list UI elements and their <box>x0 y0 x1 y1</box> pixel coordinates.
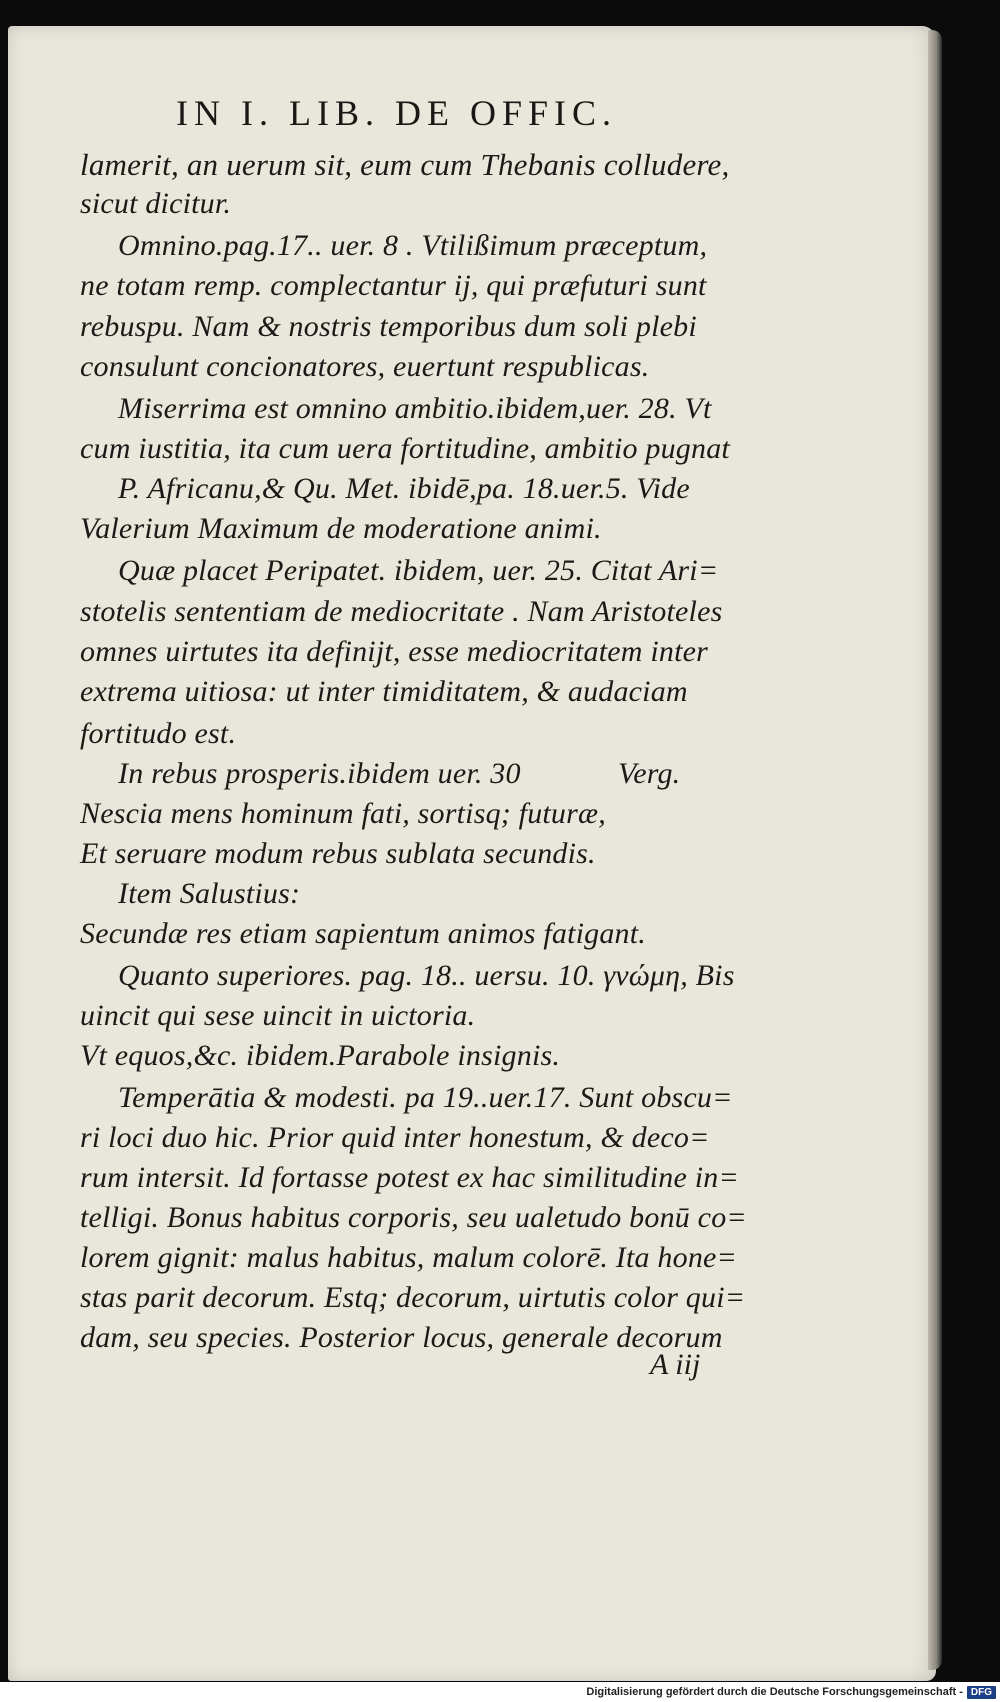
text-line: Omnino.pag.17.. uer. 8 . Vtilißimum præceptum, <box>118 229 708 262</box>
text-line: Temperātia & modesti. pa 19..uer.17. Sunt obscu= <box>118 1081 733 1114</box>
text-line: lorem gignit: malus habitus, malum colorē. Ita hone= <box>80 1241 737 1274</box>
credit-bar <box>0 1682 1000 1702</box>
text-line: Secundæ res etiam sapientum animos fatigant. <box>80 917 646 950</box>
text-line: ne totam remp. complectantur ij, qui præfuturi sunt <box>80 269 707 302</box>
text-line: dam, seu species. Posterior locus, generale decorum <box>80 1321 723 1354</box>
text-line: Miserrima est omnino ambitio.ibidem,uer. 28. Vt <box>118 392 712 425</box>
text-line: lamerit, an uerum sit, eum cum Thebanis colludere, <box>80 147 730 182</box>
text-line: omnes uirtutes ita definijt, esse mediocritatem inter <box>80 635 709 668</box>
credit-text: Digitalisierung gefördert durch die Deutsche Forschungsgemeinschaft - <box>586 1686 963 1698</box>
text-line: ri loci duo hic. Prior quid inter honestum, & deco= <box>80 1121 710 1154</box>
dfg-logo: DFG <box>967 1686 996 1699</box>
text-line: stas parit decorum. Estq; decorum, uirtutis color qui= <box>80 1281 746 1314</box>
text-line: In rebus prosperis.ibidem uer. 30 <box>118 757 521 790</box>
text-line: rebuspu. Nam & nostris temporibus dum soli plebi <box>80 310 697 343</box>
text-line: consulunt concionatores, euertunt respublicas. <box>80 350 650 383</box>
text-line: sicut dicitur. <box>80 187 232 220</box>
page-edge <box>928 30 942 1670</box>
text-line: telligi. Bonus habitus corporis, seu ualetudo bonū co= <box>80 1201 747 1234</box>
text-line: rum intersit. Id fortasse potest ex hac similitudine in= <box>80 1161 739 1194</box>
text-line: fortitudo est. <box>80 717 237 750</box>
text-line: Vt equos,&c. ibidem.Parabole insignis. <box>80 1039 561 1072</box>
text-line: cum iustitia, ita cum uera fortitudine, ambitio pugnat <box>80 432 730 465</box>
text-line: uincit qui sese uincit in uictoria. <box>80 999 476 1032</box>
text-line: Item Salustius: <box>118 877 301 910</box>
text-line: Nescia mens hominum fati, sortisq; futuræ, <box>80 797 606 830</box>
margin-note: Verg. <box>618 757 681 790</box>
text-line: P. Africanu,& Qu. Met. ibidē,pa. 18.uer.5. Vide <box>118 472 690 505</box>
running-header: IN I. LIB. DE OFFIC. <box>176 93 617 133</box>
signature-mark: A iij <box>650 1348 701 1381</box>
text-line: Et seruare modum rebus sublata secundis. <box>80 837 596 870</box>
text-line: Valerium Maximum de moderatione animi. <box>80 512 602 545</box>
text-line: Quæ placet Peripatet. ibidem, uer. 25. Citat Ari= <box>118 554 719 587</box>
text-line: stotelis sententiam de mediocritate . Nam Aristoteles <box>80 595 723 628</box>
text-line: Quanto superiores. pag. 18.. uersu. 10. γνώμη, Bis <box>118 959 735 992</box>
text-line: extrema uitiosa: ut inter timiditatem, & audaciam <box>80 675 688 708</box>
